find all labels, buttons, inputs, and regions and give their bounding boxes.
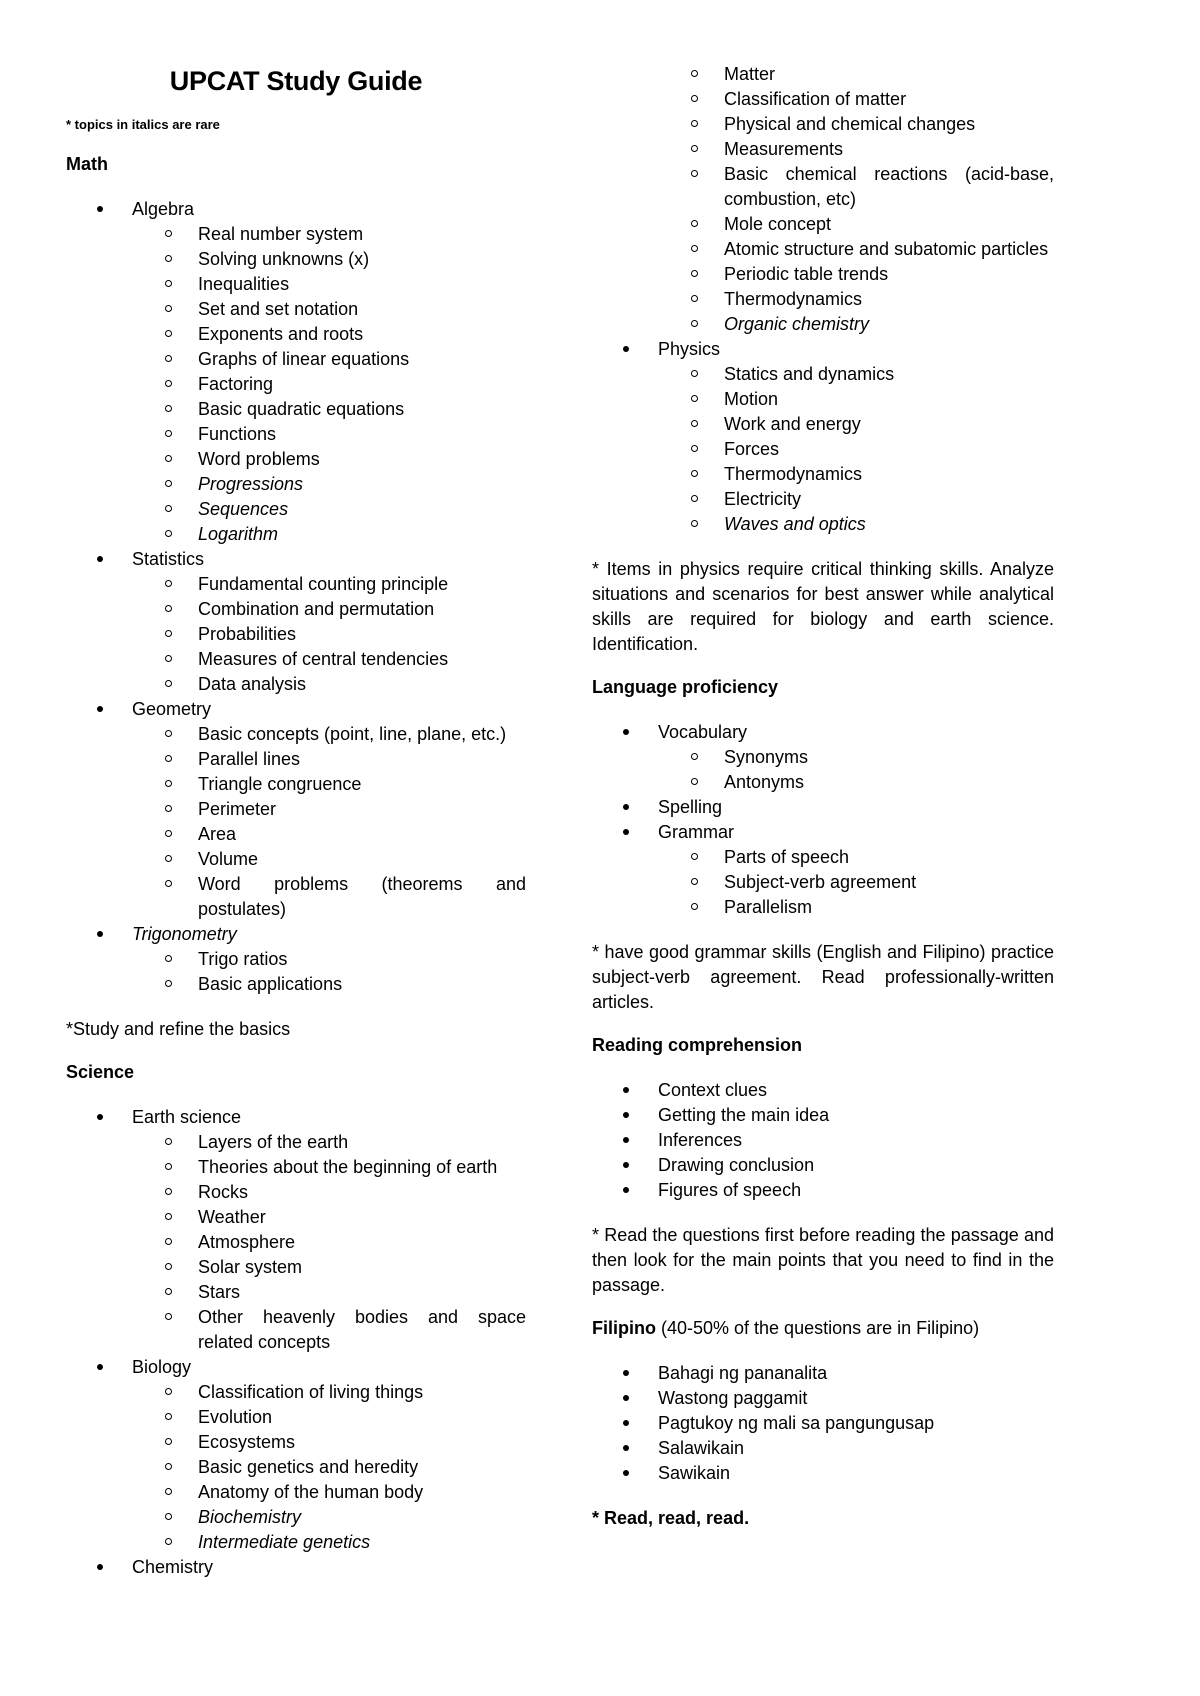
circle-bullet-icon <box>165 680 172 687</box>
subtopic-item <box>132 1280 526 1305</box>
subtopic-label: Parallel lines <box>198 749 301 769</box>
math-list <box>66 197 526 997</box>
left-column <box>66 0 526 1600</box>
biology-subtopics <box>132 1380 526 1555</box>
subtopic-label: Atmosphere <box>198 1232 296 1252</box>
topic-label: Trigonometry <box>132 924 237 944</box>
subtopic-label: Probabilities <box>198 624 297 644</box>
circle-bullet-icon <box>691 70 698 77</box>
science-earth <box>66 1105 526 1355</box>
list-item <box>592 1153 1054 1178</box>
circle-bullet-icon <box>165 480 172 487</box>
circle-bullet-icon <box>691 120 698 127</box>
topic-label: Earth science <box>132 1107 242 1127</box>
circle-bullet-icon <box>691 270 698 277</box>
subtopic-item <box>658 212 1054 237</box>
algebra-subtopics <box>132 222 526 547</box>
circle-bullet-icon <box>165 630 172 637</box>
subtopic-label: Progressions <box>198 474 304 494</box>
subtopic-label: Other heavenly bodies and space related concepts <box>198 1307 526 1352</box>
subtopic-label: Solving unknowns (x) <box>198 249 370 269</box>
circle-bullet-icon <box>165 1388 172 1395</box>
bullet-icon <box>623 1187 629 1193</box>
list-item <box>592 1078 1054 1103</box>
circle-bullet-icon <box>691 395 698 402</box>
subtopic-item <box>132 1405 526 1430</box>
subtopic-label: Sequences <box>198 499 289 519</box>
right-column <box>592 0 1054 1551</box>
circle-bullet-icon <box>165 255 172 262</box>
subtopic-label: Layers of the earth <box>198 1132 349 1152</box>
subtopic-label: Volume <box>198 849 259 869</box>
list-item <box>592 1386 1054 1411</box>
subtopic-item <box>132 297 526 322</box>
subtopic-item <box>132 1505 526 1530</box>
circle-bullet-icon <box>165 1213 172 1220</box>
physics-subtopics <box>658 362 1054 537</box>
list-item-label: Getting the main idea <box>658 1105 830 1125</box>
filipino-heading-bold: Filipino <box>592 1318 656 1338</box>
list-item-label: Pagtukoy ng mali sa pangungusap <box>658 1413 935 1433</box>
bullet-icon <box>97 206 103 212</box>
circle-bullet-icon <box>165 380 172 387</box>
subtopic-item <box>132 772 526 797</box>
subtopic-item <box>132 747 526 772</box>
subtopic-label: Anatomy of the human body <box>198 1482 424 1502</box>
circle-bullet-icon <box>165 1238 172 1245</box>
circle-bullet-icon <box>165 830 172 837</box>
subtopic-item <box>658 162 1054 212</box>
subtopic-item <box>658 137 1054 162</box>
subtopic-item <box>658 770 1054 795</box>
subtopic-label: Waves and optics <box>724 514 866 534</box>
subtopic-label: Forces <box>724 439 780 459</box>
subtopic-label: Word problems (theorems and postulates) <box>198 874 526 919</box>
math-heading: Math <box>66 154 108 174</box>
list-item <box>592 1361 1054 1386</box>
circle-bullet-icon <box>165 1413 172 1420</box>
subtopic-label: Logarithm <box>198 524 279 544</box>
subtopic-label: Atomic structure and subatomic particles <box>724 239 1049 259</box>
topic-label: Geometry <box>132 699 212 719</box>
science-heading: Science <box>66 1062 135 1082</box>
bullet-icon <box>623 1087 629 1093</box>
page-title: UPCAT Study Guide <box>169 66 423 96</box>
circle-bullet-icon <box>165 355 172 362</box>
subtopic-item <box>132 622 526 647</box>
subtopic-item <box>132 722 526 747</box>
math-trigonometry <box>66 922 526 997</box>
subtopic-item <box>132 347 526 372</box>
circle-bullet-icon <box>165 1438 172 1445</box>
circle-bullet-icon <box>165 505 172 512</box>
language-vocabulary <box>592 720 1054 795</box>
subtopic-label: Combination and permutation <box>198 599 435 619</box>
circle-bullet-icon <box>165 1188 172 1195</box>
subtopic-item <box>132 1530 526 1555</box>
subtopic-item <box>132 1130 526 1155</box>
circle-bullet-icon <box>165 230 172 237</box>
circle-bullet-icon <box>691 245 698 252</box>
topic-label: Vocabulary <box>658 722 748 742</box>
subtopic-item <box>658 462 1054 487</box>
italics-note: * topics in italics are rare <box>66 117 220 132</box>
subtopic-label: Work and energy <box>724 414 861 434</box>
subtopic-item <box>658 412 1054 437</box>
subtopic-label: Exponents and roots <box>198 324 364 344</box>
subtopic-item <box>658 895 1054 920</box>
list-item-label: Figures of speech <box>658 1180 802 1200</box>
bullet-icon <box>623 804 629 810</box>
subtopic-label: Ecosystems <box>198 1432 296 1452</box>
subtopic-item <box>132 1155 526 1180</box>
bullet-icon <box>623 1395 629 1401</box>
topic-label: Statistics <box>132 549 205 569</box>
science-list-left <box>66 1105 526 1580</box>
circle-bullet-icon <box>165 730 172 737</box>
circle-bullet-icon <box>165 955 172 962</box>
circle-bullet-icon <box>165 655 172 662</box>
subtopic-item <box>658 845 1054 870</box>
subtopic-item <box>132 422 526 447</box>
topic-label: Physics <box>658 339 721 359</box>
science-chemistry <box>66 1555 526 1580</box>
reading-heading: Reading comprehension <box>592 1035 803 1055</box>
subtopic-item <box>658 62 1054 87</box>
circle-bullet-icon <box>165 755 172 762</box>
subtopic-item <box>132 947 526 972</box>
circle-bullet-icon <box>691 220 698 227</box>
subtopic-label: Evolution <box>198 1407 273 1427</box>
circle-bullet-icon <box>165 280 172 287</box>
circle-bullet-icon <box>691 753 698 760</box>
subtopic-label: Antonyms <box>724 772 805 792</box>
subtopic-label: Fundamental counting principle <box>198 574 449 594</box>
subtopic-item <box>132 597 526 622</box>
chemistry-subtopics <box>592 62 1054 337</box>
list-item <box>592 1128 1054 1153</box>
language-grammar <box>592 820 1054 920</box>
science-list-right <box>592 62 1054 537</box>
filipino-note: * Read, read, read. <box>592 1508 750 1528</box>
list-item <box>592 1436 1054 1461</box>
subtopic-item <box>132 372 526 397</box>
earth-subtopics <box>132 1130 526 1355</box>
science-physics <box>592 337 1054 537</box>
bullet-icon <box>97 1114 103 1120</box>
bullet-icon <box>623 1162 629 1168</box>
subtopic-label: Factoring <box>198 374 274 394</box>
subtopic-label: Basic applications <box>198 974 343 994</box>
circle-bullet-icon <box>165 330 172 337</box>
subtopic-label: Basic quadratic equations <box>198 399 405 419</box>
subtopic-label: Triangle congruence <box>198 774 362 794</box>
trigonometry-subtopics <box>132 947 526 997</box>
filipino-heading <box>592 1318 1054 1339</box>
subtopic-item <box>132 247 526 272</box>
circle-bullet-icon <box>165 1513 172 1520</box>
bullet-icon <box>623 829 629 835</box>
subtopic-label: Statics and dynamics <box>724 364 895 384</box>
circle-bullet-icon <box>165 455 172 462</box>
math-algebra <box>66 197 526 547</box>
circle-bullet-icon <box>165 580 172 587</box>
subtopic-item <box>658 262 1054 287</box>
subtopic-item <box>132 222 526 247</box>
subtopic-label: Electricity <box>724 489 802 509</box>
subtopic-item <box>132 672 526 697</box>
subtopic-label: Set and set notation <box>198 299 359 319</box>
subtopic-item <box>132 647 526 672</box>
science-note: * Items in physics require critical thinking skills. Analyze situations and scenarios for best answer while analytical skills are required for biology and earth science. Identification. <box>592 559 1054 654</box>
circle-bullet-icon <box>165 1488 172 1495</box>
subtopic-item <box>132 1205 526 1230</box>
subtopic-label: Measures of central tendencies <box>198 649 449 669</box>
list-item-label: Inferences <box>658 1130 743 1150</box>
grammar-subtopics <box>658 845 1054 920</box>
math-note: *Study and refine the basics <box>66 1019 291 1039</box>
subtopic-label: Word problems <box>198 449 320 469</box>
list-item-label: Bahagi ng pananalita <box>658 1363 828 1383</box>
bullet-icon <box>97 931 103 937</box>
topic-label: Spelling <box>658 797 723 817</box>
circle-bullet-icon <box>165 430 172 437</box>
subtopic-label: Area <box>198 824 237 844</box>
reading-note: * Read the questions first before reading the passage and then look for the main points that you need to find in the passage. <box>592 1225 1054 1295</box>
subtopic-label: Real number system <box>198 224 364 244</box>
subtopic-item <box>132 522 526 547</box>
subtopic-label: Periodic table trends <box>724 264 889 284</box>
circle-bullet-icon <box>165 605 172 612</box>
language-list <box>592 720 1054 920</box>
subtopic-item <box>132 1255 526 1280</box>
filipino-heading-rest: (40-50% of the questions are in Filipino) <box>655 1318 980 1338</box>
subtopic-label: Basic chemical reactions (acid-base, combustion, etc) <box>724 164 1054 209</box>
circle-bullet-icon <box>165 980 172 987</box>
subtopic-item <box>132 797 526 822</box>
filipino-list <box>592 1361 1054 1486</box>
subtopic-item <box>132 272 526 297</box>
subtopic-item <box>132 472 526 497</box>
subtopic-label: Thermodynamics <box>724 464 863 484</box>
subtopic-item <box>132 1305 526 1355</box>
topic-label: Chemistry <box>132 1557 214 1577</box>
subtopic-label: Classification of living things <box>198 1382 424 1402</box>
subtopic-label: Perimeter <box>198 799 277 819</box>
subtopic-item <box>132 972 526 997</box>
bullet-icon <box>623 1137 629 1143</box>
bullet-icon <box>623 1420 629 1426</box>
circle-bullet-icon <box>165 780 172 787</box>
bullet-icon <box>97 556 103 562</box>
bullet-icon <box>623 1370 629 1376</box>
language-note: * have good grammar skills (English and Filipino) practice subject-verb agreement. Read professionally-written articles. <box>592 942 1054 1012</box>
circle-bullet-icon <box>691 903 698 910</box>
subtopic-item <box>132 447 526 472</box>
subtopic-label: Weather <box>198 1207 266 1227</box>
vocabulary-subtopics <box>658 745 1054 795</box>
circle-bullet-icon <box>691 853 698 860</box>
subtopic-label: Data analysis <box>198 674 307 694</box>
list-item <box>592 1103 1054 1128</box>
circle-bullet-icon <box>165 305 172 312</box>
bullet-icon <box>97 1364 103 1370</box>
list-item <box>592 1461 1054 1486</box>
circle-bullet-icon <box>165 1163 172 1170</box>
subtopic-item <box>132 1430 526 1455</box>
subtopic-item <box>132 822 526 847</box>
list-item-label: Salawikain <box>658 1438 745 1458</box>
subtopic-item <box>132 397 526 422</box>
subtopic-label: Mole concept <box>724 214 832 234</box>
subtopic-item <box>132 1230 526 1255</box>
circle-bullet-icon <box>165 530 172 537</box>
subtopic-item <box>132 872 526 922</box>
subtopic-item <box>658 745 1054 770</box>
circle-bullet-icon <box>691 878 698 885</box>
chemistry-continued <box>592 62 1054 337</box>
subtopic-label: Biochemistry <box>198 1507 302 1527</box>
list-item <box>592 1411 1054 1436</box>
bullet-icon <box>623 346 629 352</box>
list-item-label: Context clues <box>658 1080 768 1100</box>
subtopic-item <box>658 870 1054 895</box>
list-item-label: Drawing conclusion <box>658 1155 815 1175</box>
circle-bullet-icon <box>691 495 698 502</box>
language-heading: Language proficiency <box>592 677 779 697</box>
subtopic-label: Basic concepts (point, line, plane, etc.) <box>198 724 507 744</box>
circle-bullet-icon <box>691 370 698 377</box>
list-item-label: Wastong paggamit <box>658 1388 808 1408</box>
bullet-icon <box>623 1112 629 1118</box>
bullet-icon <box>623 1470 629 1476</box>
circle-bullet-icon <box>691 420 698 427</box>
circle-bullet-icon <box>165 855 172 862</box>
circle-bullet-icon <box>165 405 172 412</box>
subtopic-label: Stars <box>198 1282 241 1302</box>
circle-bullet-icon <box>691 470 698 477</box>
reading-list <box>592 1078 1054 1203</box>
statistics-subtopics <box>132 572 526 697</box>
subtopic-label: Thermodynamics <box>724 289 863 309</box>
circle-bullet-icon <box>691 778 698 785</box>
subtopic-item <box>132 497 526 522</box>
subtopic-item <box>658 387 1054 412</box>
subtopic-label: Classification of matter <box>724 89 907 109</box>
subtopic-item <box>658 87 1054 112</box>
bullet-icon <box>97 1564 103 1570</box>
subtopic-item <box>132 1455 526 1480</box>
subtopic-label: Theories about the beginning of earth <box>198 1157 498 1177</box>
math-statistics <box>66 547 526 697</box>
circle-bullet-icon <box>165 1138 172 1145</box>
subtopic-label: Organic chemistry <box>724 314 870 334</box>
subtopic-item <box>132 847 526 872</box>
subtopic-item <box>132 572 526 597</box>
subtopic-label: Rocks <box>198 1182 249 1202</box>
list-item-label: Sawikain <box>658 1463 731 1483</box>
subtopic-label: Parallelism <box>724 897 813 917</box>
subtopic-label: Basic genetics and heredity <box>198 1457 419 1477</box>
subtopic-label: Matter <box>724 64 776 84</box>
circle-bullet-icon <box>691 295 698 302</box>
list-item <box>592 1178 1054 1203</box>
subtopic-item <box>658 287 1054 312</box>
subtopic-item <box>658 512 1054 537</box>
subtopic-label: Motion <box>724 389 779 409</box>
circle-bullet-icon <box>165 1313 172 1320</box>
circle-bullet-icon <box>165 1463 172 1470</box>
circle-bullet-icon <box>165 1538 172 1545</box>
subtopic-label: Parts of speech <box>724 847 850 867</box>
subtopic-label: Functions <box>198 424 277 444</box>
circle-bullet-icon <box>165 1263 172 1270</box>
circle-bullet-icon <box>691 520 698 527</box>
circle-bullet-icon <box>691 95 698 102</box>
subtopic-item <box>132 1180 526 1205</box>
language-spelling <box>592 795 1054 820</box>
circle-bullet-icon <box>165 880 172 887</box>
circle-bullet-icon <box>691 445 698 452</box>
topic-label: Grammar <box>658 822 734 842</box>
circle-bullet-icon <box>165 805 172 812</box>
subtopic-label: Measurements <box>724 139 844 159</box>
subtopic-item <box>658 112 1054 137</box>
subtopic-label: Solar system <box>198 1257 303 1277</box>
topic-label: Algebra <box>132 199 195 219</box>
subtopic-item <box>658 437 1054 462</box>
subtopic-item <box>132 322 526 347</box>
subtopic-label: Physical and chemical changes <box>724 114 976 134</box>
subtopic-item <box>132 1380 526 1405</box>
subtopic-label: Trigo ratios <box>198 949 288 969</box>
bullet-icon <box>623 729 629 735</box>
subtopic-label: Inequalities <box>198 274 290 294</box>
circle-bullet-icon <box>691 145 698 152</box>
subtopic-label: Graphs of linear equations <box>198 349 410 369</box>
subtopic-item <box>658 487 1054 512</box>
subtopic-item <box>658 362 1054 387</box>
subtopic-label: Synonyms <box>724 747 809 767</box>
circle-bullet-icon <box>691 170 698 177</box>
subtopic-item <box>132 1480 526 1505</box>
subtopic-item <box>658 312 1054 337</box>
bullet-icon <box>623 1445 629 1451</box>
subtopic-label: Subject-verb agreement <box>724 872 917 892</box>
geometry-subtopics <box>132 722 526 922</box>
science-biology <box>66 1355 526 1555</box>
circle-bullet-icon <box>691 320 698 327</box>
topic-label: Biology <box>132 1357 192 1377</box>
math-geometry <box>66 697 526 922</box>
subtopic-label: Intermediate genetics <box>198 1532 371 1552</box>
bullet-icon <box>97 706 103 712</box>
circle-bullet-icon <box>165 1288 172 1295</box>
subtopic-item <box>658 237 1054 262</box>
